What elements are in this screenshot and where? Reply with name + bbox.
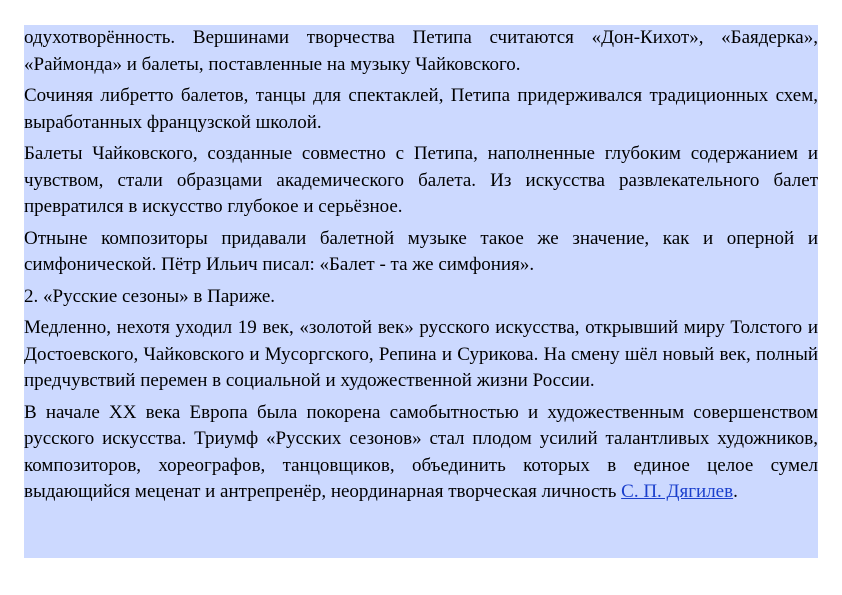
paragraph-libretto: Сочиняя либретто балетов, танцы для спектаклей, Петипа придерживался традиционных схем, выработанных французской школой. [24,85,818,133]
paragraph-russian-seasons [24,400,818,506]
paragraph-end-period: . [733,481,738,502]
text-block [24,25,818,558]
paragraph-composers: Отныне композиторы придавали балетной музыке такое же значение, как и оперной и симфонической. Пётр Ильич писал: «Балет - та же симфония». [24,227,818,275]
diaghilev-link[interactable]: С. П. Дягилев [621,481,734,502]
paragraph-russian-seasons-text: В начале XX века Европа была покорена самобытностью и художественным совершенством русского искусства. Триумф «Русских сезонов» стал плодом усилий талантливых художников, композиторов, хореографов, танцовщиков, объединить которых в единое целое сумел выдающийся меценат и антрепренёр, неординарная творческая личность [24,401,818,502]
paragraph-19th-century: Медленно, нехотя уходил 19 век, «золотой век» русского искусства, открывший миру Толстого и Достоевского, Чайковского и Мусоргского, Репина и Сурикова. На смену шёл новый век, полный предчувствий перемен в социальной и художественной жизни России. [24,317,818,391]
paragraph-tchaikovsky-ballets: Балеты Чайковского, созданные совместно с Петипа, наполненные глубоким содержанием и чувством, стали образцами академического балета. Из искусства развлекательного балет превратился в искусство глубокое и серьёзное. [24,143,818,217]
section-heading: 2. «Русские сезоны» в Париже. [24,285,276,307]
paragraph-intro: одухотворённость. Вершинами творчества Петипа считаются «Дон-Кихот», «Баядерка», «Раймонда» и балеты, поставленные на музыку Чайковского. [24,27,818,75]
